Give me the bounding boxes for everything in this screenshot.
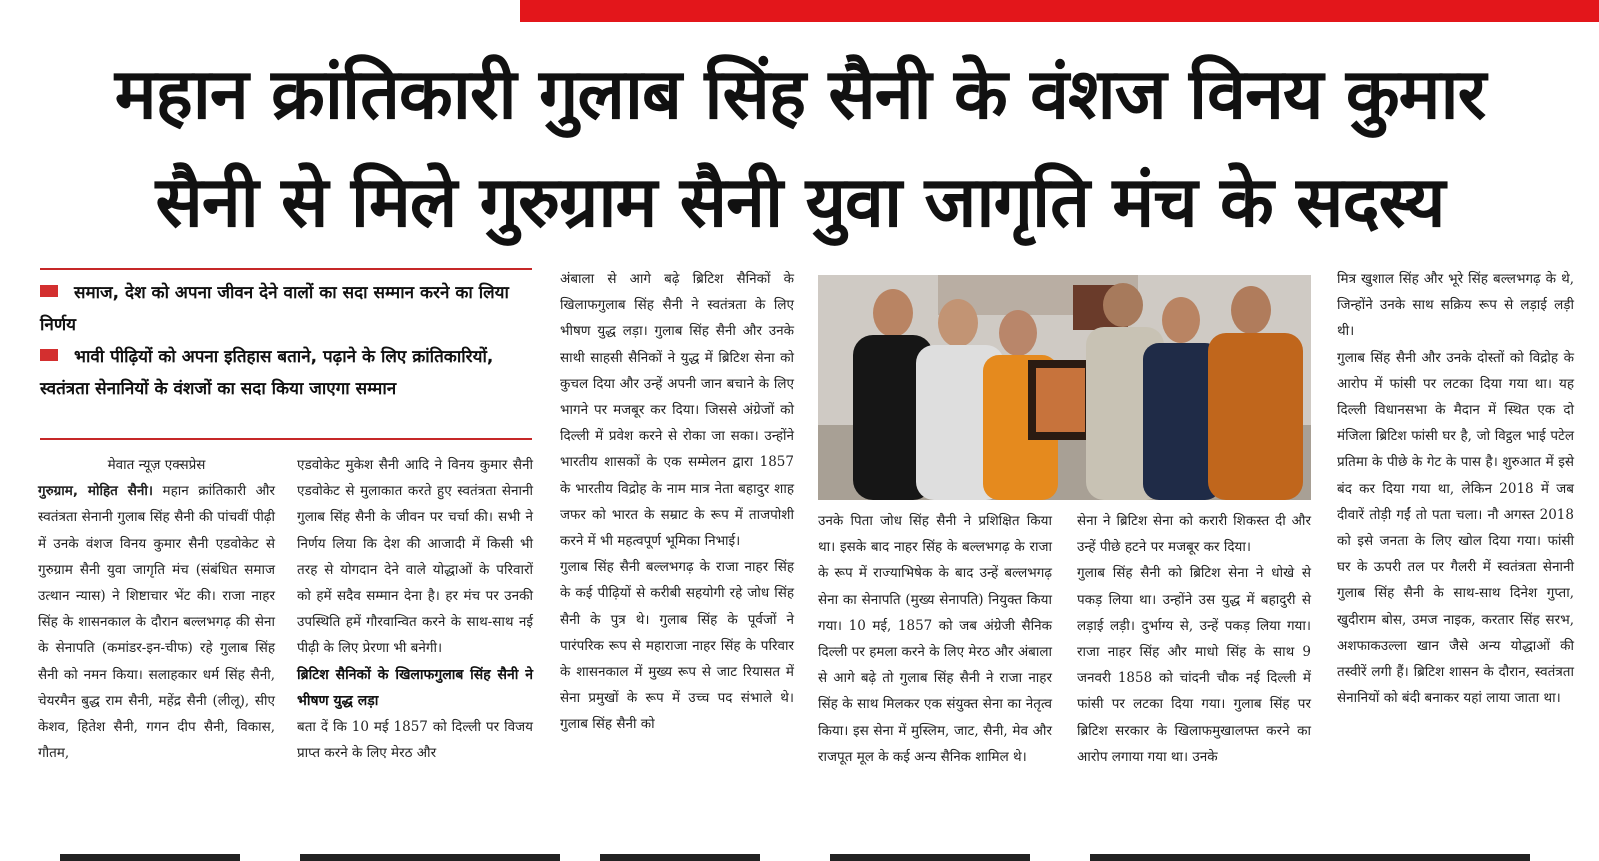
group-photo-illustration xyxy=(818,275,1311,500)
article-paragraph: गुलाब सिंह सैनी बल्लभगढ़ के राजा नाहर सिंह के कई पीढ़ियों से करीबी सहयोगी रहे जोध सिंह सैनी के पुत्र थे। गुलाब सिंह के पूर्वजों ने पारंपरिक रूप से महाराजा नाहर सिंह के परिवार के शासनकाल में मुख्य रूप से जाट रियासत में सेना प्रमुखों के रूप में उच्च पद संभाले थे। गुलाब सिंह सैनी को xyxy=(560,559,794,733)
headline-line-2: सैनी से मिले गुरुग्राम सैनी युवा जागृति मंच के सदस्य xyxy=(155,161,1445,243)
article-column-3 xyxy=(560,266,794,738)
next-article-strip xyxy=(0,848,1599,861)
headline-line-1: महान क्रांतिकारी गुलाब सिंह सैनी के वंशज विनय कुमार xyxy=(114,53,1486,135)
highlight-item: भावी पीढ़ियों को अपना इतिहास बताने, पढ़ाने के लिए क्रांतिकारियों, स्वतंत्रता सेनानियों के वंशजों का सदा किया जाएगा सम्मान xyxy=(40,347,494,399)
cropped-text-strip xyxy=(0,850,1599,861)
article-paragraph: सेना ने ब्रिटिश सेना को करारी शिकस्त दी और उन्हें पीछे हटने पर मजबूर कर दिया। xyxy=(1077,513,1311,556)
headline xyxy=(10,40,1590,256)
article-paragraph: अंबाला से आगे बढ़े ब्रिटिश सैनिकों के खिलाफगुलाब सिंह सैनी ने स्वतंत्रता के लिए भीषण युद्ध लड़ा। गुलाब सिंह सैनी और उनके साथी साहसी सैनिकों ने युद्ध में ब्रिटिश सेना को कुचल दिया और उन्हें अपनी जान बचाने के लिए भागने पर मजबूर कर दिया। जिससे अंग्रेजों को दिल्ली में प्रवेश करने से रोका जा सका। उन्होंने भारतीय शासकों के एक सम्मेलन द्वारा 1857 के भारतीय विद्रोह के नाम मात्र नेता बहादुर शाह जफर को भारत के सम्राट के रूप में ताजपोशी करने में भी महत्वपूर्ण भूमिका निभाई। xyxy=(560,271,794,550)
group-photo xyxy=(818,275,1311,500)
article-column-4 xyxy=(818,508,1052,770)
article-paragraph: गुलाब सिंह सैनी को ब्रिटिश सेना ने धोखे से पकड़ लिया था। उन्होंने उस युद्ध में बहादुरी से लड़ाई लड़ी। दुर्भाग्य से, उन्हें पकड़ लिया गया। राजा नाहर सिंह और माधो सिंह के साथ 9 जनवरी 1858 को चांदनी चौक नई दिल्ली में फांसी पर लटका दिया गया। गुलाब सिंह पर ब्रिटिश सरकार के खिलाफमुखालफ्त करने का आरोप लगाया गया था। उनके xyxy=(1077,565,1311,765)
article-column-2 xyxy=(297,452,533,766)
article-column-1 xyxy=(38,452,275,766)
article-paragraph: गुरुग्राम, मोहित सैनी। महान क्रांतिकारी और स्वतंत्रता सेनानी गुलाब सिंह सैनी की पांचवीं पीढ़ी में उनके वंशज विनय कुमार सैनी एडवोकेट से गुरुग्राम सैनी युवा जागृति मंच (संबंधित समाज उत्थान न्यास) ने शिष्टाचार भेंट की। राजा नाहर सिंह के शासनकाल के दौरान बल्लभगढ़ की सेना के सेनापति (कमांडर-इन-चीफ) रहे गुलाब सिंह सैनी को नमन किया। सलाहकार धर्म सिंह सैनी, चेयरमैन बुद्ध राम सैनी, महेंद्र सैनी (लीलू), सीए केशव, हितेश सैनी, गगन दीप सैनी, विकास, गौतम, xyxy=(38,483,276,762)
article-paragraph: मित्र खुशाल सिंह और भूरे सिंह बल्लभगढ़ के थे, जिन्होंने उनके साथ सक्रिय रूप से लड़ाई लड़ी थी। xyxy=(1337,271,1574,340)
highlights-top-rule xyxy=(40,268,532,270)
news-credit: मेवात न्यूज़ एक्सप्रेस xyxy=(107,457,206,473)
header-red-bar xyxy=(520,0,1599,22)
article-column-6 xyxy=(1337,266,1574,711)
article-paragraph: गुलाब सिंह सैनी और उनके दोस्तों को विद्रोह के आरोप में फांसी पर लटका दिया गया था। यह दिल्ली विधानसभा के मैदान में स्थित एक दो मंजिला ब्रिटिश फांसी घर है, जो विट्ठल भाई पटेल प्रतिमा के पीछे के गेट के पास है। शुरुआत में इसे बंद कर दिया गया था, लेकिन 2018 में जब दीवारें तोड़ी गईं तो पता चला। नौ अगस्त 2018 को इसे जनता के लिए खोल दिया गया। फांसी घर के ऊपरी तल पर गैलरी में स्वतंत्रता सेनानी गुलाब सिंह सैनी के साथ-साथ दिनेश गुप्ता, खुदीराम बोस, उमज नाइक, करतार सिंह सरभ, अशफाकउल्ला खान जैसे अन्य योद्धाओं की तस्वीरें लगी हैं। ब्रिटिश शासन के दौरान, स्वतंत्रता सेनानियों को बंदी बनाकर यहां लाया जाता था। xyxy=(1337,349,1574,707)
article-paragraph: बता दें कि 10 मई 1857 को दिल्ली पर विजय प्राप्त करने के लिए मेरठ और xyxy=(297,719,533,762)
highlights-bottom-rule xyxy=(40,438,532,440)
article-subheading: ब्रिटिश सैनिकों के खिलाफगुलाब सिंह सैनी ने भीषण युद्ध लड़ा xyxy=(297,666,533,709)
bullet-square-icon xyxy=(40,349,58,361)
dateline: गुरुग्राम, मोहित सैनी। xyxy=(38,483,153,500)
article-column-5 xyxy=(1077,508,1311,770)
highlights-box xyxy=(40,277,530,405)
article-paragraph: उनके पिता जोध सिंह सैनी ने प्रशिक्षित किया था। इसके बाद नाहर सिंह के बल्लभगढ़ के राजा के रूप में राज्याभिषेक के बाद उन्हें बल्लभगढ़ सेना का सेनापति (मुख्य सेनापति) नियुक्त किया गया। 10 मई, 1857 को जब अंग्रेजी सैनिक दिल्ली पर हमला करने के लिए मेरठ और अंबाला से आगे बढ़े तो गुलाब सिंह सैनी ने राजा नाहर सिंह के साथ मिलकर एक संयुक्त सेना का नेतृत्व किया। इस सेना में मुस्लिम, जाट, सैनी, मेव और राजपूत मूल के कई अन्य सैनिक शामिल थे। xyxy=(818,513,1052,765)
article-paragraph: एडवोकेट मुकेश सैनी आदि ने विनय कुमार सैनी एडवोकेट से मुलाकात करते हुए स्वतंत्रता सेनानी गुलाब सिंह सैनी के जीवन पर चर्चा की। सभी ने निर्णय लिया कि देश की आजादी में किसी भी तरह से योगदान देने वाले योद्धाओं के परिवारों को हमें सदैव सम्मान देना है। हर मंच पर उनकी उपस्थिति हमें गौरवान्वित करने के साथ-साथ नई पीढ़ी के लिए प्रेरणा भी बनेगी। xyxy=(297,457,533,657)
bullet-square-icon xyxy=(40,285,58,297)
highlight-item: समाज, देश को अपना जीवन देने वालों का सदा सम्मान करने का लिया निर्णय xyxy=(40,283,509,335)
